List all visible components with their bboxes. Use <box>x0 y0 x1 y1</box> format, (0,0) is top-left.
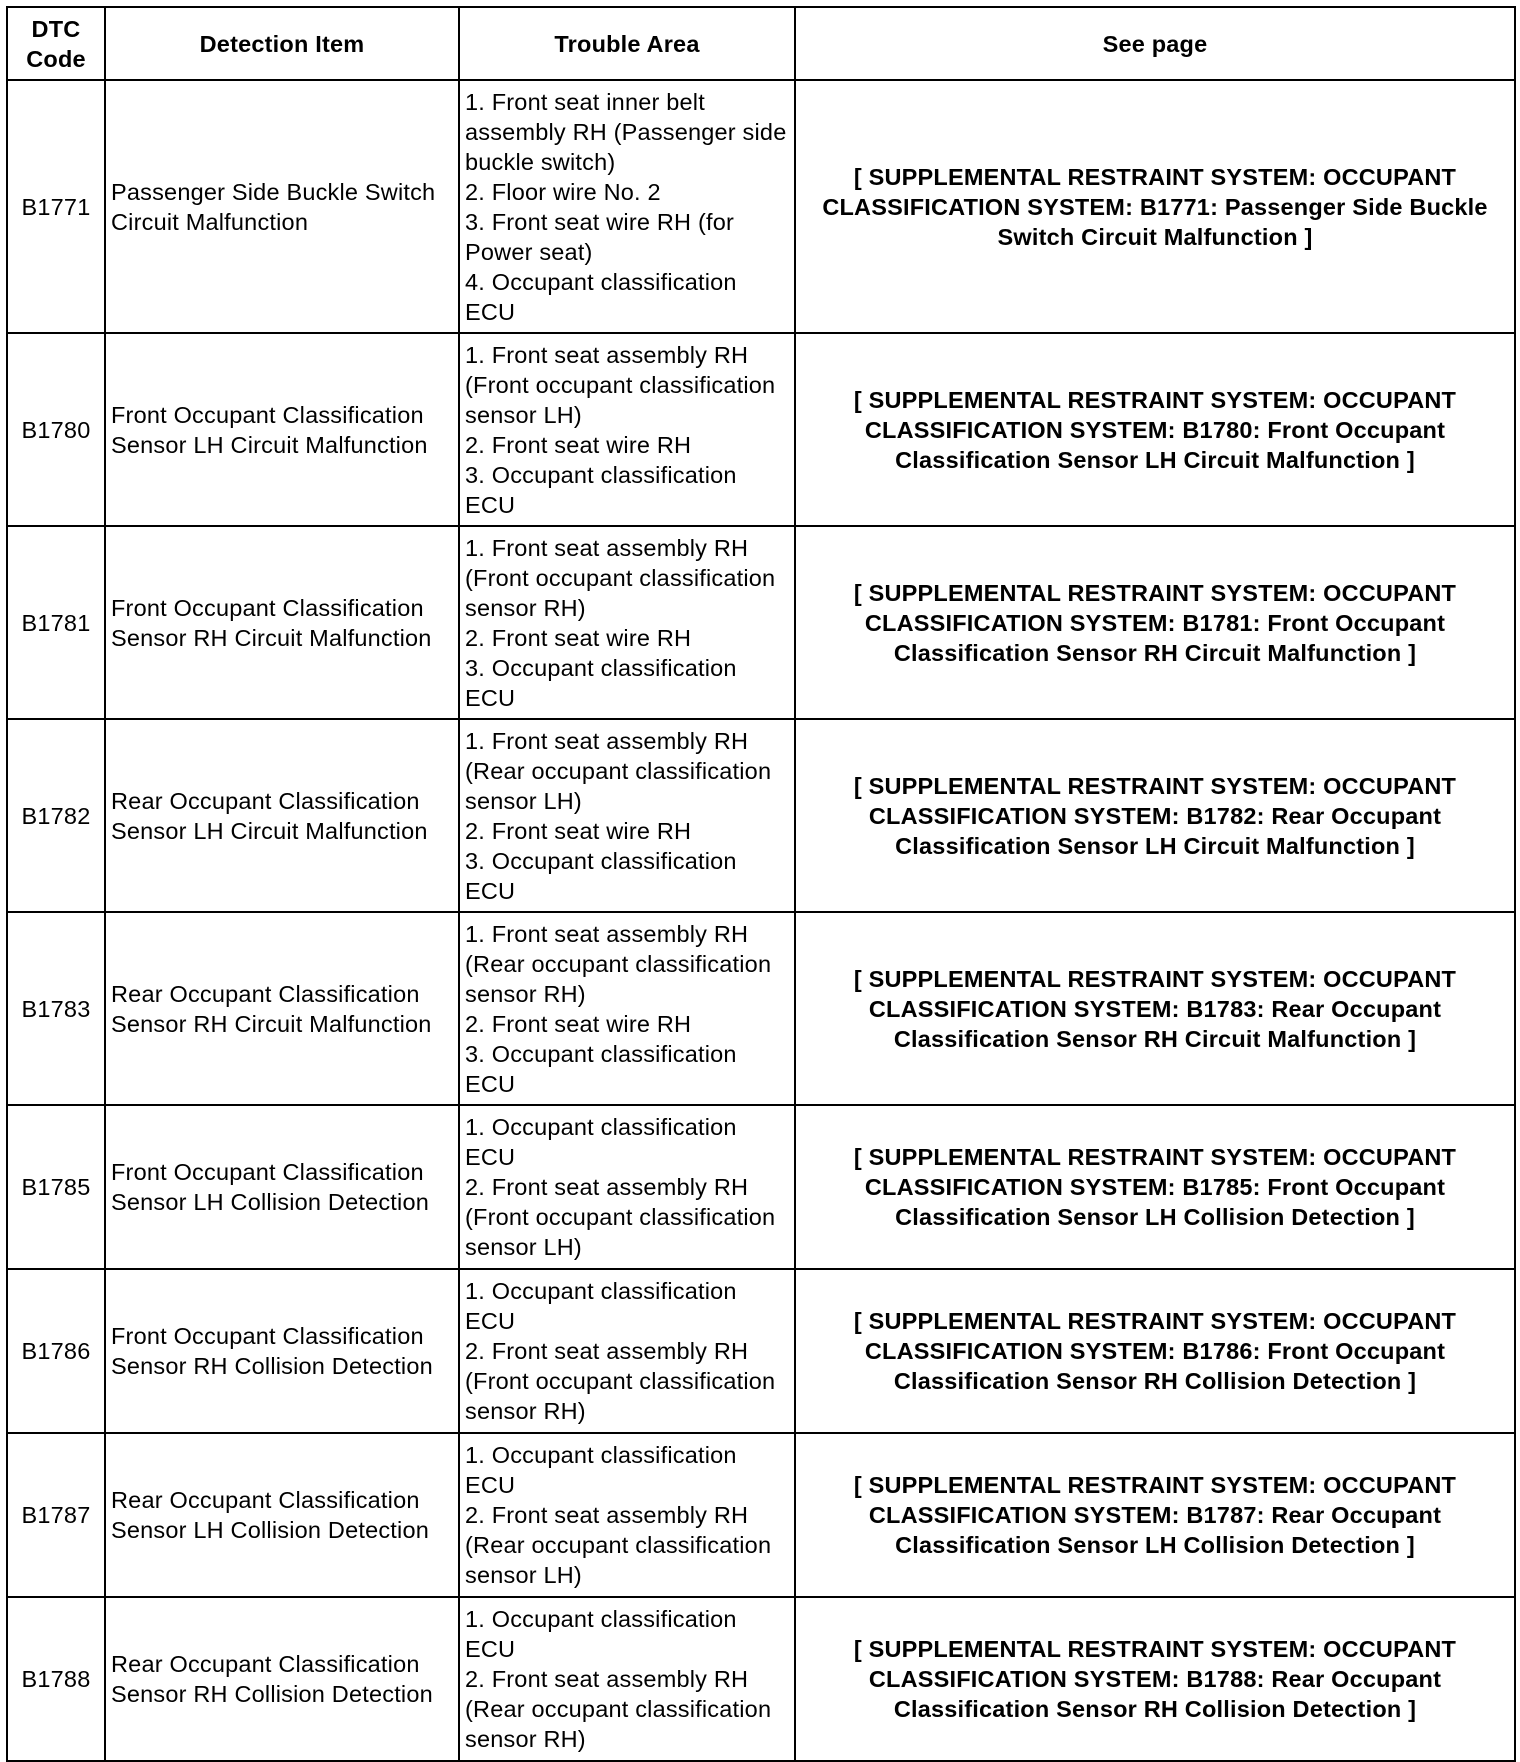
detection-item-cell: Passenger Side Buckle Switch Circuit Malfunction <box>105 80 459 333</box>
trouble-area-cell <box>459 80 795 333</box>
see-page-link[interactable]: [ SUPPLEMENTAL RESTRAINT SYSTEM: OCCUPANT CLASSIFICATION SYSTEM: B1787: Rear Occupant Classification Sensor LH Collision Detection ] <box>795 1433 1515 1597</box>
trouble-area-line: 1. Occupant classification ECU <box>465 1442 737 1498</box>
header-see-page: See page <box>795 7 1515 80</box>
see-page-link[interactable]: [ SUPPLEMENTAL RESTRAINT SYSTEM: OCCUPANT CLASSIFICATION SYSTEM: B1781: Front Occupant Classification Sensor RH Circuit Malfunction ] <box>795 526 1515 719</box>
trouble-area-line: 2. Front seat wire RH <box>465 817 692 844</box>
trouble-area-line: 1. Front seat inner belt assembly RH (Passenger side buckle switch) <box>465 88 787 175</box>
header-detection-item: Detection Item <box>105 7 459 80</box>
table-row <box>7 912 1515 1105</box>
see-page-link[interactable]: [ SUPPLEMENTAL RESTRAINT SYSTEM: OCCUPANT CLASSIFICATION SYSTEM: B1788: Rear Occupant Classification Sensor RH Collision Detection ] <box>795 1597 1515 1761</box>
dtc-code-cell: B1786 <box>7 1269 105 1433</box>
see-page-link[interactable]: [ SUPPLEMENTAL RESTRAINT SYSTEM: OCCUPANT CLASSIFICATION SYSTEM: B1782: Rear Occupant Classification Sensor LH Circuit Malfunction ] <box>795 719 1515 912</box>
trouble-area-cell <box>459 1597 795 1761</box>
header-row <box>7 7 1515 80</box>
table-row <box>7 1597 1515 1761</box>
header-dtc-code: DTC Code <box>7 7 105 80</box>
dtc-code-cell: B1781 <box>7 526 105 719</box>
trouble-area-line: 1. Occupant classification ECU <box>465 1606 737 1662</box>
detection-item-cell: Rear Occupant Classification Sensor RH Collision Detection <box>105 1597 459 1761</box>
table-row <box>7 333 1515 526</box>
trouble-area-line: 2. Front seat wire RH <box>465 624 692 651</box>
header-trouble-area: Trouble Area <box>459 7 795 80</box>
trouble-area-cell <box>459 1269 795 1433</box>
see-page-link[interactable]: [ SUPPLEMENTAL RESTRAINT SYSTEM: OCCUPANT CLASSIFICATION SYSTEM: B1785: Front Occupant Classification Sensor LH Collision Detection ] <box>795 1105 1515 1269</box>
detection-item-cell: Front Occupant Classification Sensor LH Collision Detection <box>105 1105 459 1269</box>
detection-item-cell: Front Occupant Classification Sensor LH Circuit Malfunction <box>105 333 459 526</box>
trouble-area-cell <box>459 526 795 719</box>
trouble-area-line: 2. Floor wire No. 2 <box>465 178 661 205</box>
trouble-area-cell <box>459 912 795 1105</box>
detection-item-cell: Rear Occupant Classification Sensor LH Circuit Malfunction <box>105 719 459 912</box>
trouble-area-line: 2. Front seat assembly RH (Rear occupant classification sensor RH) <box>465 1666 772 1752</box>
trouble-area-line: 1. Front seat assembly RH (Front occupant classification sensor LH) <box>465 341 776 428</box>
trouble-area-line: 1. Occupant classification ECU <box>465 1114 737 1170</box>
dtc-table <box>6 6 1516 1762</box>
trouble-area-line: 3. Occupant classification ECU <box>465 1040 737 1097</box>
table-row <box>7 1433 1515 1597</box>
table-body <box>7 80 1515 1761</box>
trouble-area-cell <box>459 1433 795 1597</box>
trouble-area-cell <box>459 1105 795 1269</box>
trouble-area-line: 3. Occupant classification ECU <box>465 847 737 904</box>
trouble-area-line: 2. Front seat assembly RH (Front occupant classification sensor RH) <box>465 1338 776 1424</box>
trouble-area-line: 3. Front seat wire RH (for Power seat) <box>465 208 734 265</box>
dtc-code-cell: B1788 <box>7 1597 105 1761</box>
see-page-link[interactable]: [ SUPPLEMENTAL RESTRAINT SYSTEM: OCCUPANT CLASSIFICATION SYSTEM: B1786: Front Occupant Classification Sensor RH Collision Detection ] <box>795 1269 1515 1433</box>
see-page-link[interactable]: [ SUPPLEMENTAL RESTRAINT SYSTEM: OCCUPANT CLASSIFICATION SYSTEM: B1771: Passenger Side Buckle Switch Circuit Malfunction ] <box>795 80 1515 333</box>
trouble-area-line: 2. Front seat assembly RH (Rear occupant classification sensor LH) <box>465 1502 772 1588</box>
detection-item-cell: Front Occupant Classification Sensor RH Circuit Malfunction <box>105 526 459 719</box>
table-row <box>7 1105 1515 1269</box>
dtc-code-cell: B1783 <box>7 912 105 1105</box>
table-row <box>7 1269 1515 1433</box>
detection-item-cell: Rear Occupant Classification Sensor RH Circuit Malfunction <box>105 912 459 1105</box>
trouble-area-line: 2. Front seat wire RH <box>465 1010 692 1037</box>
detection-item-cell: Rear Occupant Classification Sensor LH Collision Detection <box>105 1433 459 1597</box>
dtc-code-cell: B1785 <box>7 1105 105 1269</box>
trouble-area-cell <box>459 333 795 526</box>
dtc-code-cell: B1771 <box>7 80 105 333</box>
table-row <box>7 80 1515 333</box>
see-page-link[interactable]: [ SUPPLEMENTAL RESTRAINT SYSTEM: OCCUPANT CLASSIFICATION SYSTEM: B1783: Rear Occupant Classification Sensor RH Circuit Malfunction ] <box>795 912 1515 1105</box>
trouble-area-line: 2. Front seat assembly RH (Front occupant classification sensor LH) <box>465 1174 776 1260</box>
trouble-area-line: 1. Front seat assembly RH (Rear occupant classification sensor RH) <box>465 920 772 1007</box>
trouble-area-line: 3. Occupant classification ECU <box>465 461 737 518</box>
trouble-area-line: 2. Front seat wire RH <box>465 431 692 458</box>
table-row <box>7 526 1515 719</box>
trouble-area-line: 4. Occupant classification ECU <box>465 268 737 325</box>
trouble-area-line: 1. Front seat assembly RH (Front occupant classification sensor RH) <box>465 534 776 621</box>
dtc-code-cell: B1787 <box>7 1433 105 1597</box>
table-row <box>7 719 1515 912</box>
trouble-area-line: 3. Occupant classification ECU <box>465 654 737 711</box>
detection-item-cell: Front Occupant Classification Sensor RH Collision Detection <box>105 1269 459 1433</box>
trouble-area-line: 1. Front seat assembly RH (Rear occupant classification sensor LH) <box>465 727 772 814</box>
dtc-code-cell: B1780 <box>7 333 105 526</box>
see-page-link[interactable]: [ SUPPLEMENTAL RESTRAINT SYSTEM: OCCUPANT CLASSIFICATION SYSTEM: B1780: Front Occupant Classification Sensor LH Circuit Malfunction ] <box>795 333 1515 526</box>
dtc-code-cell: B1782 <box>7 719 105 912</box>
trouble-area-line: 1. Occupant classification ECU <box>465 1278 737 1334</box>
trouble-area-cell <box>459 719 795 912</box>
